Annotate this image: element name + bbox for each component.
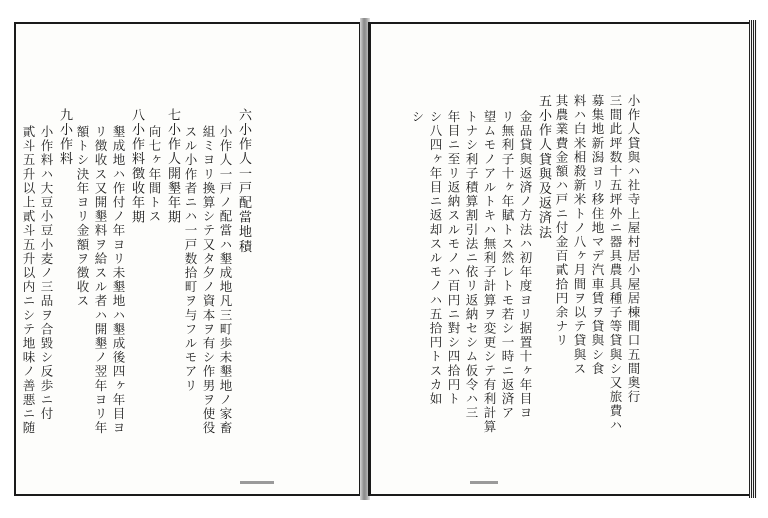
right-column-1: 小作人貸與ハ社寺上屋村居小屋居棟間口五間奥行 [626,94,641,405]
right-column-9: 望ムモノアルトキハ無利子計算ヲ変更シテ有利計算 [482,110,497,435]
right-column-13: シ [410,110,425,125]
right-column-3: 募集地新潟ヨリ移住地マデ汽車賃ヲ貸與シ食 [590,94,605,376]
left-column-4: スル小作者ニハ一戸数拾町ヲ与フルモアリ [183,125,198,393]
left-column-2: 小作人一戸ノ配當ハ墾成地凡三町歩未墾地ノ家畜 [218,125,233,436]
bottom-mark-right [470,481,498,484]
right-column-8: リ無利子十ヶ年賦トス然レトモ若シ一時ニ返済ア [500,110,515,421]
right-page [368,22,753,496]
page-edge-stack [749,20,757,498]
left-column-9: リ徴收ス又開墾料ヲ給スル者ハ開墾ノ翌年ヨリ年 [93,125,108,436]
left-column-5: 七小作人開墾年期 [165,108,180,225]
left-page [14,22,362,496]
left-column-12: 小作料ハ大豆小豆小麦ノ三品ヲ合毀シ反歩ニ付 [39,125,54,422]
right-column-2: 三間此坪数十五坪外ニ器具農具種子等貸與シ又旅費ハ [608,94,623,433]
right-column-5: 其農業費金額ハ戸ニ付金百貳拾円余ナリ [554,94,569,348]
right-column-10: トナシ利子積算割引法ニ依リ返納セシム仮令ハ三 [464,110,479,421]
left-column-1: 六小作人一戸配當地積 [236,108,251,254]
left-column-6: 向七ヶ年間トス [147,125,162,224]
bottom-mark-left [240,481,274,484]
left-column-8: 墾成地ハ作付ノ年ヨリ未墾地ハ墾成後四ヶ年目ヨ [111,125,126,436]
left-column-11: 九小作料 [57,108,72,167]
right-column-7: 金品貸與返済ノ方法ハ初年度ヨリ据置十ヶ年目ヨ [518,110,533,421]
left-column-7: 八小作料徴收年期 [129,108,144,225]
left-column-3: 組ミヨリ換算シテ又タ夕ノ資本ヲ有シ作男ヲ使役 [201,125,216,436]
right-column-6: 五小作人貸與及返済法 [536,94,551,240]
right-column-11: 年目ニ至リ返納スルモノハ百円ニ對シ四拾円ト [446,110,461,407]
left-column-10: 額トシ決年ヨリ金額ヲ徴收ス [75,125,90,309]
left-column-13: 貳斗五升以上貳斗五升以内ニシテ地味ノ善悪ニ随 [21,125,36,436]
right-column-4: 料ハ白米相殺新米トノ八ヶ月間ヲ以テ貸與ス [572,94,587,376]
right-column-12: シ八四ヶ年目ニ返却スルモノハ五拾円トスカ如 [428,110,443,407]
